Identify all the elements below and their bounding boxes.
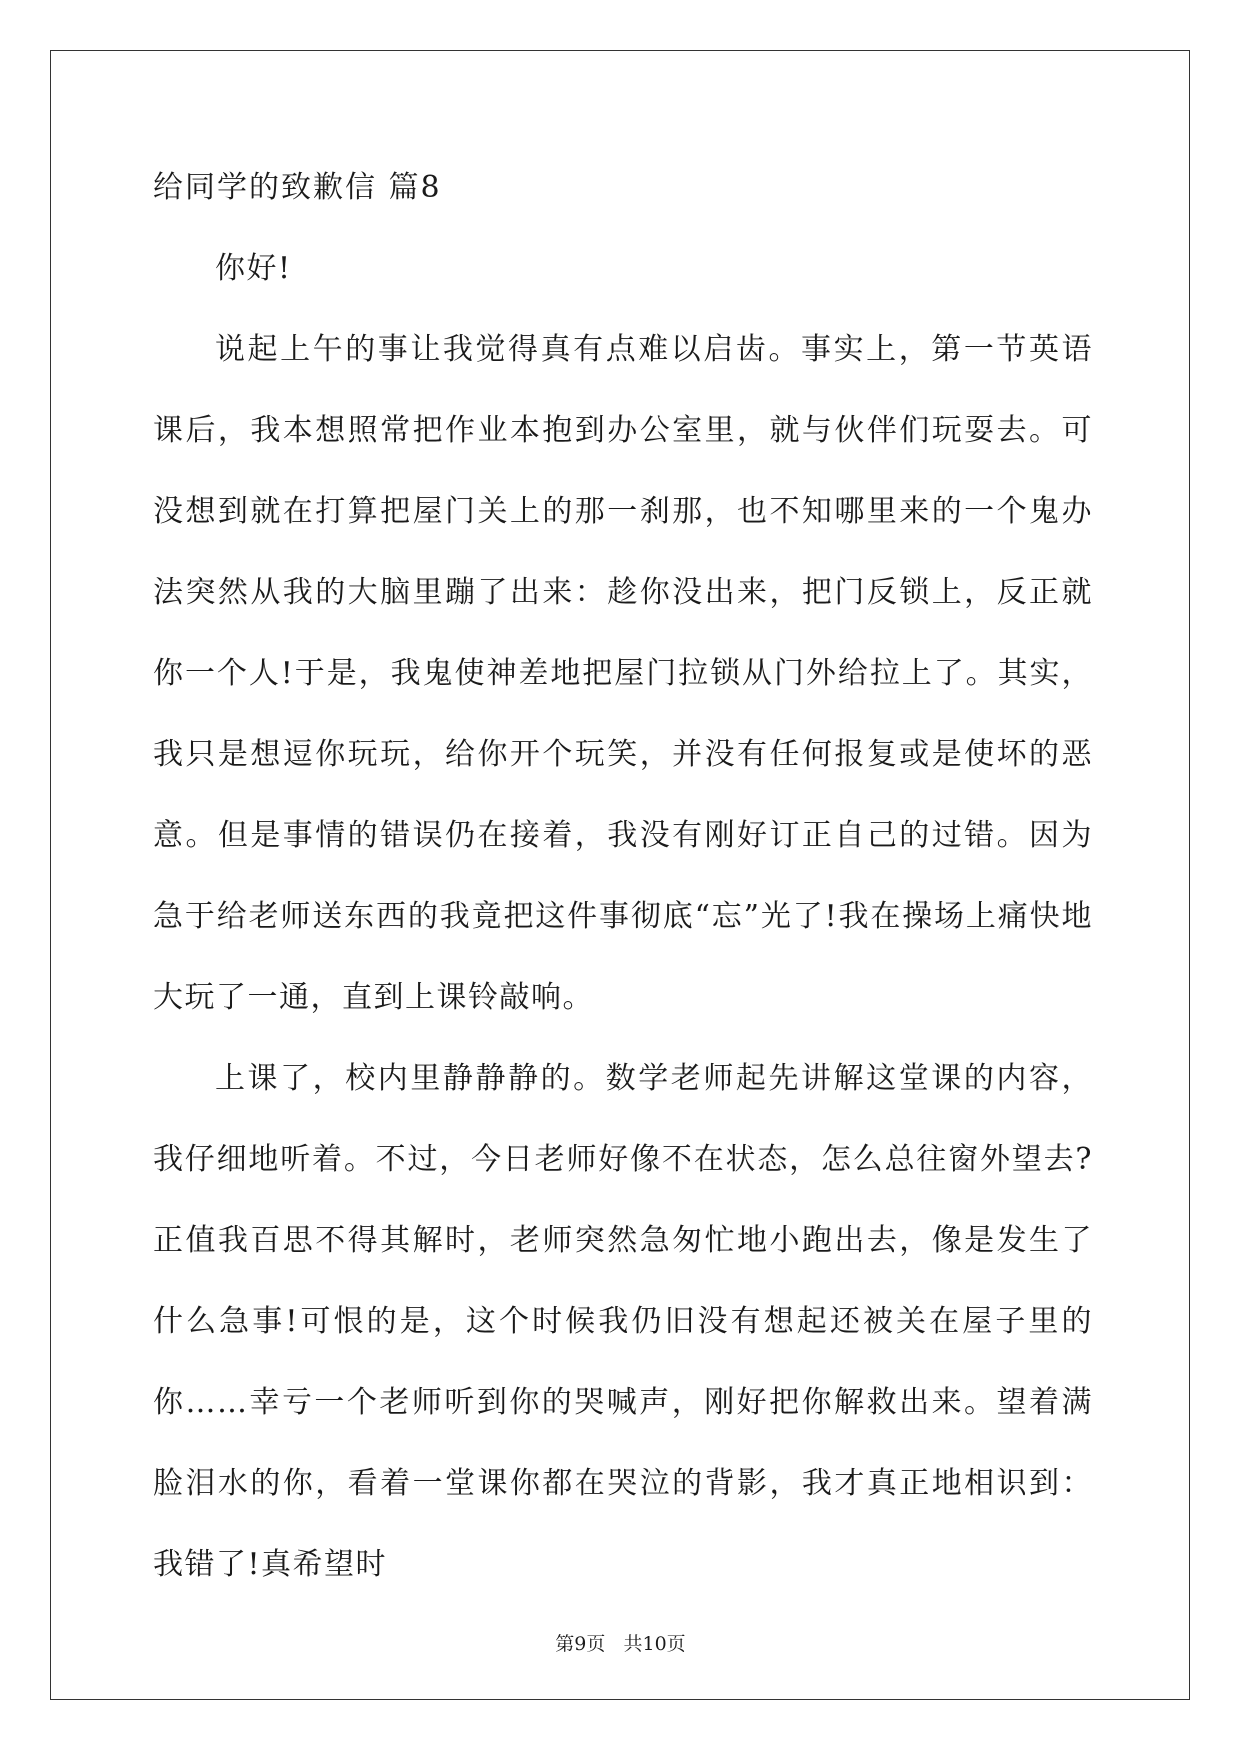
document-title: 给同学的致歉信 篇8	[153, 170, 442, 205]
body-paragraph-1: 说起上午的事让我觉得真有点难以启齿。事实上，第一节英语课后，我本想照常把作业本抱到办公室里，就与伙伴们玩耍去。可没想到就在打算把屋门关上的那一刹那，也不知哪里来的一个鬼办法突然从我的大脑里蹦了出来：趁你没出来，把门反锁上，反正就你一个人!于是，我鬼使神差地把屋门拉锁从门外给拉上了。其实，我只是想逗你玩玩，给你开个玩笑，并没有任何报复或是使坏的恶意。但是事情的错误仍在接着，我没有刚好订正自己的过错。因为急于给老师送东西的我竟把这件事彻底“忘”光了!我在操场上痛快地大玩了一通，直到上课铃敲响。	[153, 332, 1093, 1015]
body-paragraph-2: 上课了，校内里静静静的。数学老师起先讲解这堂课的内容，我仔细地听着。不过，今日老师好像不在状态，怎么总往窗外望去?正值我百思不得其解时，老师突然急匆忙地小跑出去，像是发生了什么急事!可恨的是，这个时候我仍旧没有想起还被关在屋子里的你……幸亏一个老师听到你的哭喊声，刚好把你解救出来。望着满脸泪水的你，看着一堂课你都在哭泣的背影，我才真正地相识到：我错了!真希望时	[153, 1061, 1093, 1582]
greeting-paragraph: 你好!	[215, 251, 292, 286]
document-body	[153, 168, 1093, 1605]
page-footer: 第9页 共10页	[555, 1633, 686, 1655]
